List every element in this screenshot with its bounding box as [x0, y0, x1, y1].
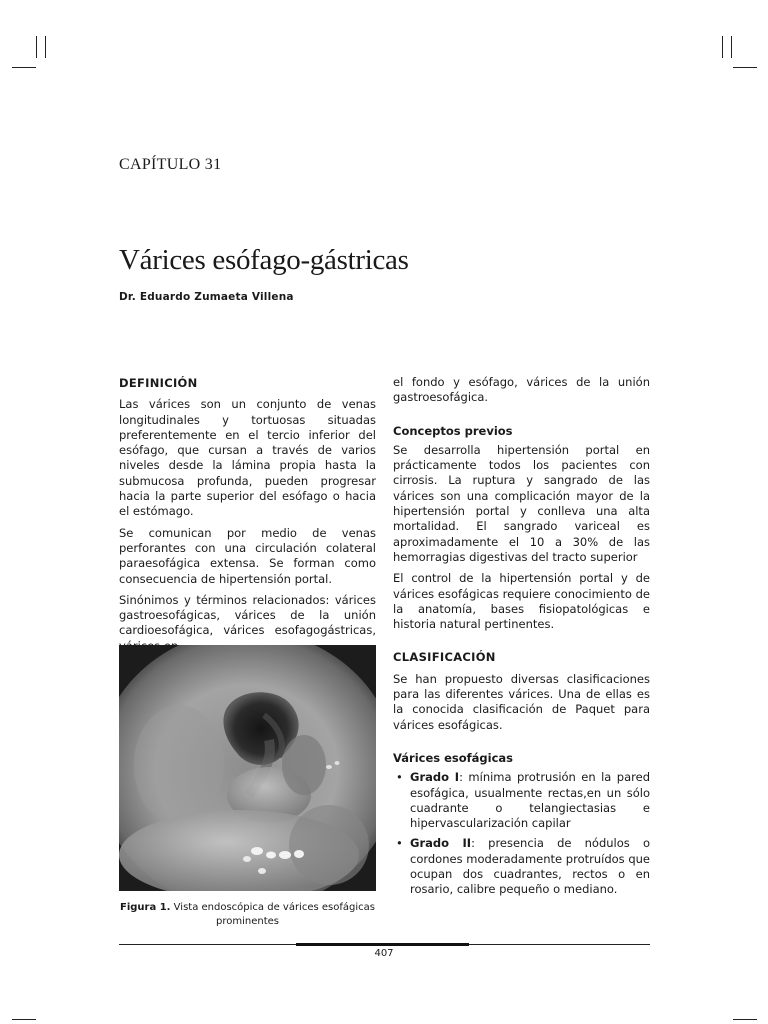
grade-text: : presencia de nódulos o cordones moderadamente protruídos que ocupan dos cuadrantes, rectos o en rosario, calibre pequeño o mediano.	[410, 836, 650, 897]
crop-mark	[733, 1019, 757, 1020]
paragraph: Se comunican por medio de venas perforantes con una circulación colateral paraesofágica extensa. Se forman como consecuencia de hipertensión portal.	[119, 525, 376, 586]
crop-mark	[12, 1019, 36, 1020]
paragraph: Sinónimos y términos relacionados: várices gastroesofágicas, várices de la unión cardioesofágica, várices esofagogástricas,	[119, 592, 376, 638]
crop-mark	[45, 36, 46, 58]
right-column	[393, 375, 650, 903]
section-heading-clasificacion: CLASIFICACIÓN	[393, 650, 496, 665]
crop-mark	[733, 67, 757, 68]
list-item	[393, 770, 650, 831]
paragraph: Se desarrolla hipertensión portal en prácticamente todos los pacientes con cirrosis. La ruptura y sangrado de las várices son una complicación mayor de la hipertensión portal y conlleva una alta mortalidad. El sangrado variceal es aproximadamente el 10 a 30% de las hemorragias digestivas del tracto superior	[393, 442, 650, 564]
figure-label: Figura 1.	[120, 902, 171, 913]
chapter-title: Várices esófago-gástricas	[119, 244, 409, 276]
endoscopy-figure	[119, 645, 376, 891]
figure-caption-text: Vista endoscópica de várices esofágicas prominentes	[173, 902, 375, 927]
crop-mark	[12, 67, 36, 68]
grade-label: Grado I	[410, 770, 460, 785]
left-column	[119, 376, 376, 660]
subheading-varices-esofagicas: Várices esofágicas	[393, 750, 514, 765]
paragraph: el fondo y esófago, várices de la unión gastroesofágica.	[393, 375, 650, 405]
bullet-icon: •	[396, 770, 403, 785]
paragraph: El control de la hipertensión portal y de várices esofágicas requiere conocimiento de la anatomía, bases fisiopatológicas e historia natural pertinentes.	[393, 571, 650, 632]
bullet-icon: •	[396, 836, 403, 851]
chapter-label: CAPÍTULO 31	[119, 156, 222, 173]
endoscopy-image	[119, 645, 376, 891]
crop-mark	[722, 36, 723, 58]
figure-caption	[119, 901, 376, 929]
section-heading-conceptos: Conceptos previos	[393, 423, 513, 438]
grade-label: Grado II	[410, 836, 472, 851]
page-number: 407	[374, 948, 394, 959]
grade-list	[393, 770, 650, 897]
crop-mark	[36, 36, 37, 58]
author: Dr. Eduardo Zumaeta Villena	[119, 291, 294, 303]
list-item	[393, 836, 650, 897]
crop-mark	[731, 36, 732, 58]
paragraph: Las várices son un conjunto de venas longitudinales y tortuosas situadas preferentemente en el tercio inferior del esófago, que cursan a través de varios niveles desde la lámina propia hasta la submucosa profunda, pueden progresar hacia la parte superior del esófago o hacia el estómago.	[119, 397, 376, 519]
section-heading-definicion: DEFINICIÓN	[119, 376, 198, 390]
footer-rule-accent	[296, 943, 469, 946]
grade-text: : mínima protrusión en la pared esofágica, usualmente rectas,en un sólo cuadrante o telangiectasias e hipervascularización capilar	[410, 770, 650, 831]
paragraph: Se han propuesto diversas clasificaciones para las diferentes várices. Una de ellas es la conocida clasificación de Paquet para várices esofágicas.	[393, 671, 650, 732]
